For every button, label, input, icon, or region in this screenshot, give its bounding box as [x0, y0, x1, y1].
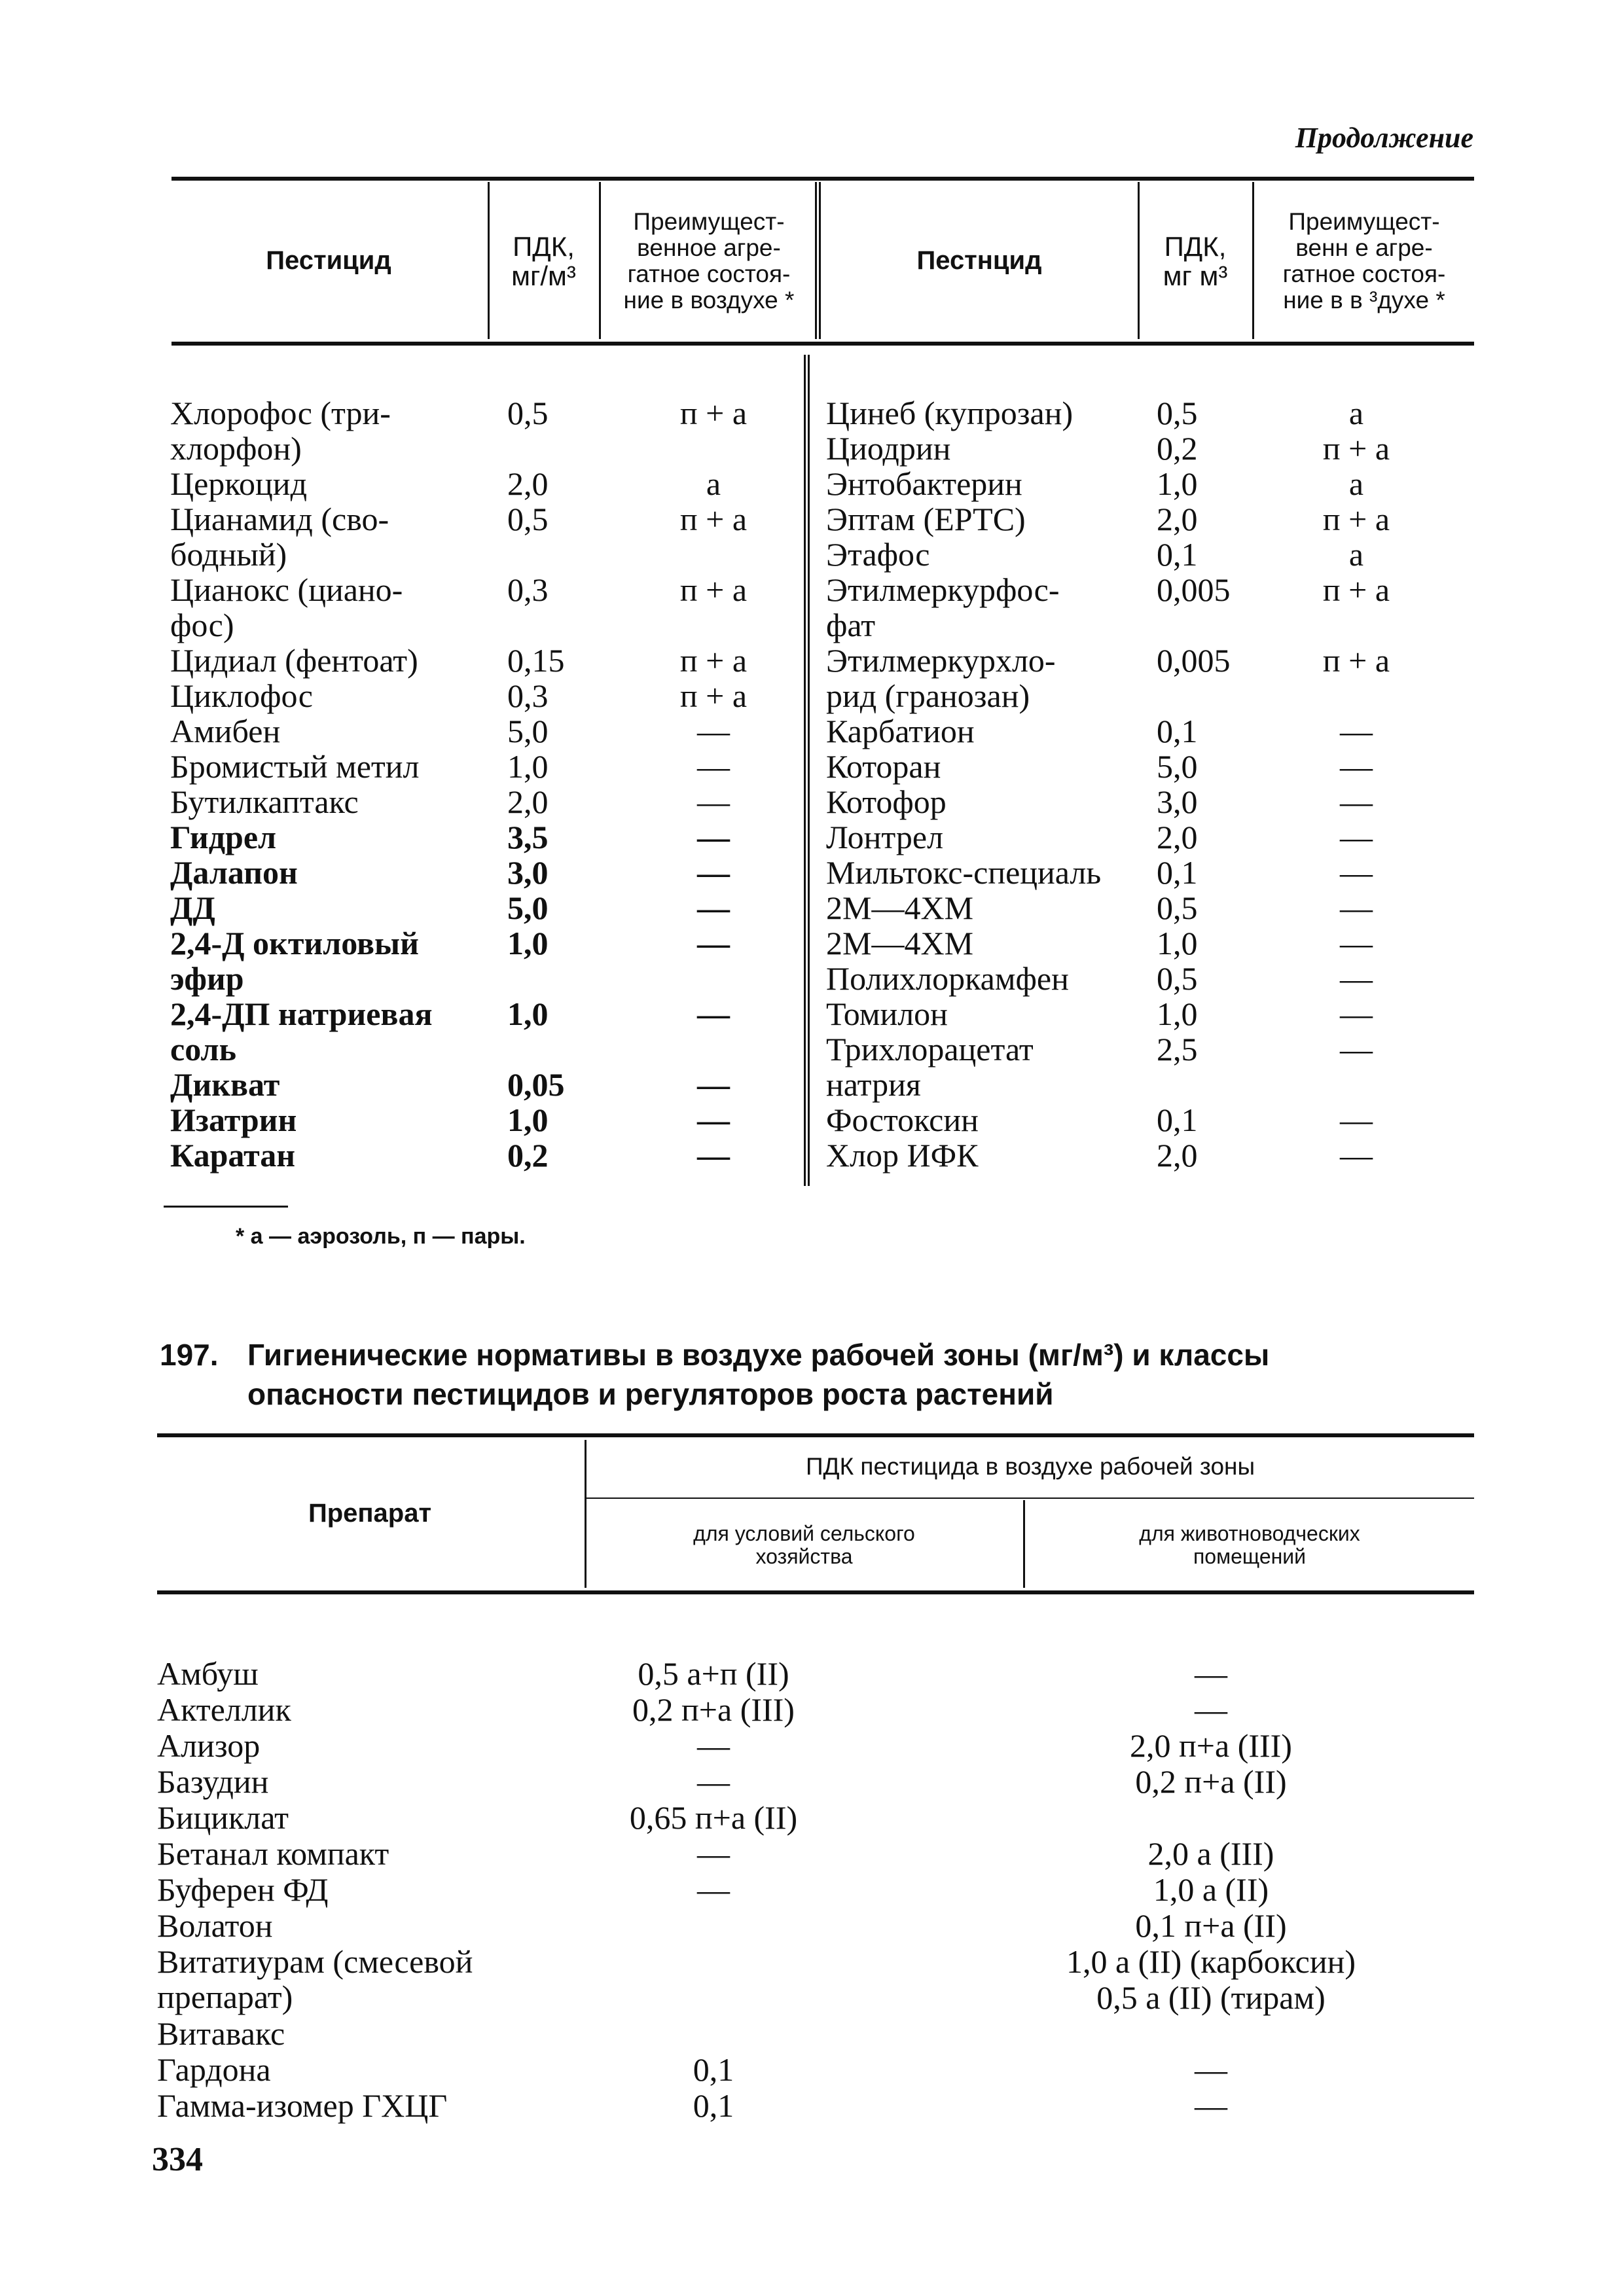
- state-value: п + а: [1322, 501, 1390, 537]
- pdk-value: 3,0: [1157, 783, 1198, 820]
- pdk-value: 5,0: [507, 713, 549, 749]
- state-value: п + а: [679, 677, 748, 714]
- table-row: [157, 2088, 1473, 2124]
- table-row: [170, 501, 799, 572]
- pdk-value: 0,15: [507, 642, 565, 679]
- pesticide-name: Этилмеркурхло- рид (гранозан): [826, 642, 1056, 714]
- pesticide-name: 2,4-Д октиловый эфир: [170, 925, 419, 997]
- pdk-value: 2,0: [507, 783, 549, 820]
- table-row: [170, 713, 799, 749]
- preparation-name: Гамма-изомер ГХЦГ: [157, 2087, 448, 2124]
- pdk-value: 0,1: [1157, 1102, 1198, 1138]
- table1-header-double-divider: [815, 182, 821, 339]
- pdk-value: 0,1: [1157, 536, 1198, 573]
- pesticide-name: Цинеб (купрозан): [826, 395, 1074, 431]
- table-row: [170, 1138, 799, 1173]
- pesticide-name: Цианамид (сво- бодный): [170, 501, 389, 573]
- pesticide-name: Котофор: [826, 783, 947, 820]
- table1-body-double-divider: [804, 355, 810, 1186]
- table-row: [170, 678, 799, 713]
- table-row: [826, 925, 1474, 961]
- table1-header-pdk-left: ПДК, мг/м³: [511, 230, 576, 291]
- table-row: [157, 1656, 1473, 1692]
- pdk-value: 1,0: [507, 996, 549, 1032]
- state-value: п + а: [1322, 430, 1390, 467]
- state-value: —: [697, 925, 730, 961]
- table1-right-body: [826, 395, 1474, 1173]
- pdk-value: 1,0: [507, 925, 549, 961]
- agri-value: 0,65 п+а (II): [629, 1799, 798, 1836]
- state-value: —: [697, 854, 730, 891]
- table-row: [826, 643, 1474, 713]
- pdk-value: 0,05: [507, 1066, 565, 1103]
- table2-header-subrule: [586, 1498, 1474, 1499]
- pdk-value: 0,5: [1157, 395, 1198, 431]
- continuation-label: Продолжение: [1295, 122, 1473, 154]
- preparation-name: Актеллик: [157, 1691, 291, 1728]
- pdk-value: 0,005: [1157, 642, 1231, 679]
- state-value: а: [1348, 465, 1364, 502]
- table1-header-pesticide-left: Пестицид: [266, 246, 391, 276]
- table-row: [826, 713, 1474, 749]
- pesticide-name: Этафос: [826, 536, 930, 573]
- pesticide-name: ДД: [170, 889, 215, 926]
- table1-left-body: [170, 395, 799, 1173]
- pdk-value: 0,1: [1157, 854, 1198, 891]
- pesticide-name: Которан: [826, 748, 941, 785]
- state-value: а: [1348, 395, 1364, 431]
- pdk-value: 0,3: [507, 571, 549, 608]
- table-row: [170, 572, 799, 643]
- preparation-name: Базудин: [157, 1763, 269, 1800]
- pesticide-name: Цидиал (фентоат): [170, 642, 418, 679]
- table-row: [826, 996, 1474, 1031]
- livestock-value: 0,2 п+а (II): [1135, 1763, 1287, 1800]
- state-value: п + а: [1322, 571, 1390, 608]
- pesticide-name: Лонтрел: [826, 819, 944, 855]
- table-row: [826, 431, 1474, 466]
- table-row: [170, 1102, 799, 1138]
- pesticide-name: Далапон: [170, 854, 298, 891]
- table-row: [157, 2016, 1473, 2052]
- pesticide-name: 2М—4ХМ: [826, 889, 974, 926]
- state-value: п + а: [679, 642, 748, 679]
- state-value: п + а: [679, 501, 748, 537]
- table-row: [170, 890, 799, 925]
- pdk-value: 5,0: [1157, 748, 1198, 785]
- livestock-value: 2,0 а (III): [1147, 1835, 1274, 1872]
- table-row: [170, 395, 799, 466]
- pesticide-name: 2,4-ДП натриевая соль: [170, 996, 433, 1067]
- pdk-value: 0,3: [507, 677, 549, 714]
- preparation-name: Ализор: [157, 1727, 261, 1764]
- table-row: [826, 784, 1474, 819]
- livestock-value: —: [1195, 2087, 1227, 2124]
- state-value: —: [1340, 960, 1373, 997]
- state-value: —: [1340, 783, 1373, 820]
- footnote: * а — аэрозоль, п — пары.: [236, 1224, 526, 1249]
- agri-value: —: [697, 1871, 730, 1908]
- table-row: [157, 1800, 1473, 1836]
- table2-header-preparation: Препарат: [308, 1499, 432, 1528]
- table-row: [826, 749, 1474, 784]
- table-row: [826, 395, 1474, 431]
- pesticide-name: Циклофос: [170, 677, 313, 714]
- table-row: [170, 784, 799, 819]
- pesticide-name: Томилон: [826, 996, 948, 1032]
- livestock-value: —: [1195, 2051, 1227, 2088]
- pesticide-name: Изатрин: [170, 1102, 297, 1138]
- preparation-name: Витатиурам (смесевой препарат): [157, 1943, 473, 2015]
- livestock-value: —: [1195, 1655, 1227, 1692]
- pesticide-name: 2М—4ХМ: [826, 925, 974, 961]
- pdk-value: 0,5: [507, 395, 549, 431]
- preparation-name: Бициклат: [157, 1799, 289, 1836]
- pesticide-name: Хлорофос (три- хлорфон): [170, 395, 391, 467]
- state-value: —: [1340, 1137, 1373, 1174]
- agri-value: —: [697, 1727, 730, 1764]
- table-row: [826, 1031, 1474, 1102]
- pdk-value: 0,5: [507, 501, 549, 537]
- state-value: —: [697, 1137, 730, 1174]
- footnote-rule: [164, 1206, 288, 1208]
- table-row: [157, 1872, 1473, 1908]
- state-value: —: [1340, 854, 1373, 891]
- state-value: а: [1348, 536, 1364, 573]
- table1-header-state-right: Преимущест- венн е агре- гатное состоя- ние в в ³духе *: [1282, 208, 1446, 314]
- pdk-value: 2,0: [1157, 1137, 1198, 1174]
- table-row: [826, 572, 1474, 643]
- preparation-name: Волатон: [157, 1907, 273, 1944]
- pdk-value: 1,0: [1157, 996, 1198, 1032]
- table2-title-text: Гигиенические нормативы в воздухе рабочей зоны (мг/м³) и классы опасности пестицидов и регуляторов роста растений: [247, 1338, 1270, 1411]
- pesticide-name: Хлор ИФК: [826, 1137, 979, 1174]
- state-value: —: [1340, 819, 1373, 855]
- pesticide-name: Каратан: [170, 1137, 296, 1174]
- state-value: —: [1340, 1102, 1373, 1138]
- agri-value: —: [697, 1835, 730, 1872]
- table2-header-livestock: для животноводческих помещений: [1139, 1522, 1360, 1568]
- table-row: [826, 1138, 1474, 1173]
- pdk-value: 0,005: [1157, 571, 1231, 608]
- table-row: [826, 819, 1474, 855]
- agri-value: 0,5 а+п (II): [638, 1655, 789, 1692]
- livestock-value: 1,0 а (II): [1153, 1871, 1269, 1908]
- preparation-name: Гардона: [157, 2051, 271, 2088]
- pesticide-name: Эптам (ЕРТС): [826, 501, 1026, 537]
- preparation-name: Амбуш: [157, 1655, 259, 1692]
- table-row: [826, 855, 1474, 890]
- pesticide-name: Цианокс (циано- фос): [170, 571, 403, 643]
- pesticide-name: Фостоксин: [826, 1102, 979, 1138]
- table-row: [157, 1764, 1473, 1800]
- pdk-value: 2,0: [1157, 501, 1198, 537]
- table-row: [826, 961, 1474, 996]
- agri-value: 0,1: [693, 2051, 734, 2088]
- table1-header-pesticide-right: Пестнцид: [916, 246, 1042, 276]
- state-value: —: [697, 1102, 730, 1138]
- pdk-value: 0,2: [507, 1137, 549, 1174]
- preparation-name: Бетанал компакт: [157, 1835, 389, 1872]
- pdk-value: 1,0: [507, 748, 549, 785]
- pesticide-name: Амибен: [170, 713, 281, 749]
- pesticide-name: Этилмеркурфос- фат: [826, 571, 1060, 643]
- pdk-value: 2,0: [1157, 819, 1198, 855]
- state-value: —: [697, 996, 730, 1032]
- livestock-value: —: [1195, 1691, 1227, 1728]
- pesticide-name: Дикват: [170, 1066, 280, 1103]
- livestock-value: 2,0 п+а (III): [1130, 1727, 1292, 1764]
- state-value: —: [1340, 889, 1373, 926]
- pdk-value: 1,0: [1157, 925, 1198, 961]
- pdk-value: 3,5: [507, 819, 549, 855]
- pesticide-name: Циодрин: [826, 430, 951, 467]
- table-row: [826, 890, 1474, 925]
- table-row: [170, 819, 799, 855]
- pdk-value: 3,0: [507, 854, 549, 891]
- state-value: п + а: [679, 395, 748, 431]
- pesticide-name: Мильтокс-специаль: [826, 854, 1102, 891]
- pesticide-name: Карбатион: [826, 713, 975, 749]
- agri-value: —: [697, 1763, 730, 1800]
- pdk-value: 5,0: [507, 889, 549, 926]
- pdk-value: 1,0: [507, 1102, 549, 1138]
- state-value: а: [706, 465, 721, 502]
- pdk-value: 0,2: [1157, 430, 1198, 467]
- pesticide-name: Церкоцид: [170, 465, 308, 502]
- table-row: [170, 749, 799, 784]
- table-row: [157, 1908, 1473, 1944]
- table-row: [826, 466, 1474, 501]
- table-row: [157, 1836, 1473, 1872]
- table-row: [170, 996, 799, 1067]
- pesticide-name: Полихлоркамфен: [826, 960, 1069, 997]
- page-number: 334: [152, 2141, 203, 2178]
- preparation-name: Буферен ФД: [157, 1871, 329, 1908]
- livestock-value: 0,1 п+а (II): [1135, 1907, 1287, 1944]
- pdk-value: 0,1: [1157, 713, 1198, 749]
- table-row: [170, 855, 799, 890]
- pesticide-name: Бутилкаптакс: [170, 783, 359, 820]
- state-value: —: [1340, 925, 1373, 961]
- state-value: —: [697, 713, 730, 749]
- table2-header-agri: для условий сельского хозяйства: [693, 1522, 915, 1568]
- table2-body: [157, 1656, 1473, 2124]
- pesticide-name: Бромистый метил: [170, 748, 420, 785]
- table1-header-pdk-right: ПДК, мг м³: [1163, 230, 1228, 291]
- livestock-value: 1,0 а (II) (карбоксин) 0,5 а (II) (тирам): [1066, 1943, 1356, 2016]
- table-row: [157, 1944, 1473, 2016]
- table1-header-state-left: Преимущест- венное агре- гатное состоя- ние в воздухе *: [623, 208, 795, 314]
- state-value: —: [697, 783, 730, 820]
- table-row: [157, 1728, 1473, 1764]
- state-value: —: [1340, 996, 1373, 1032]
- state-value: п + а: [1322, 642, 1390, 679]
- state-value: —: [1340, 713, 1373, 749]
- state-value: —: [697, 889, 730, 926]
- table-row: [826, 537, 1474, 572]
- table-row: [826, 501, 1474, 537]
- state-value: п + а: [679, 571, 748, 608]
- table-row: [170, 466, 799, 501]
- table-row: [157, 1692, 1473, 1728]
- table-row: [826, 1102, 1474, 1138]
- table-row: [170, 1067, 799, 1102]
- state-value: —: [697, 1066, 730, 1103]
- table2-header-bottom-rule: [157, 1590, 1474, 1594]
- state-value: —: [697, 748, 730, 785]
- agri-value: 0,2 п+а (III): [632, 1691, 795, 1728]
- pdk-value: 0,5: [1157, 889, 1198, 926]
- pdk-value: 2,0: [507, 465, 549, 502]
- pdk-value: 1,0: [1157, 465, 1198, 502]
- agri-value: 0,1: [693, 2087, 734, 2124]
- pesticide-name: Энтобактерин: [826, 465, 1022, 502]
- table-row: [157, 2052, 1473, 2088]
- pesticide-name: Трихлорацетат натрия: [826, 1031, 1034, 1103]
- preparation-name: Витавакс: [157, 2015, 285, 2052]
- state-value: —: [1340, 748, 1373, 785]
- state-value: —: [1340, 1031, 1373, 1067]
- pesticide-name: Гидрел: [170, 819, 277, 855]
- table1-header-bottom-rule: [171, 342, 1474, 346]
- table-row: [170, 925, 799, 996]
- table-row: [170, 643, 799, 678]
- table2-header-pdk-group: ПДК пестицида в воздухе рабочей зоны: [805, 1453, 1255, 1480]
- state-value: —: [697, 819, 730, 855]
- table2-number: 197.: [160, 1338, 219, 1372]
- pdk-value: 2,5: [1157, 1031, 1198, 1067]
- pdk-value: 0,5: [1157, 960, 1198, 997]
